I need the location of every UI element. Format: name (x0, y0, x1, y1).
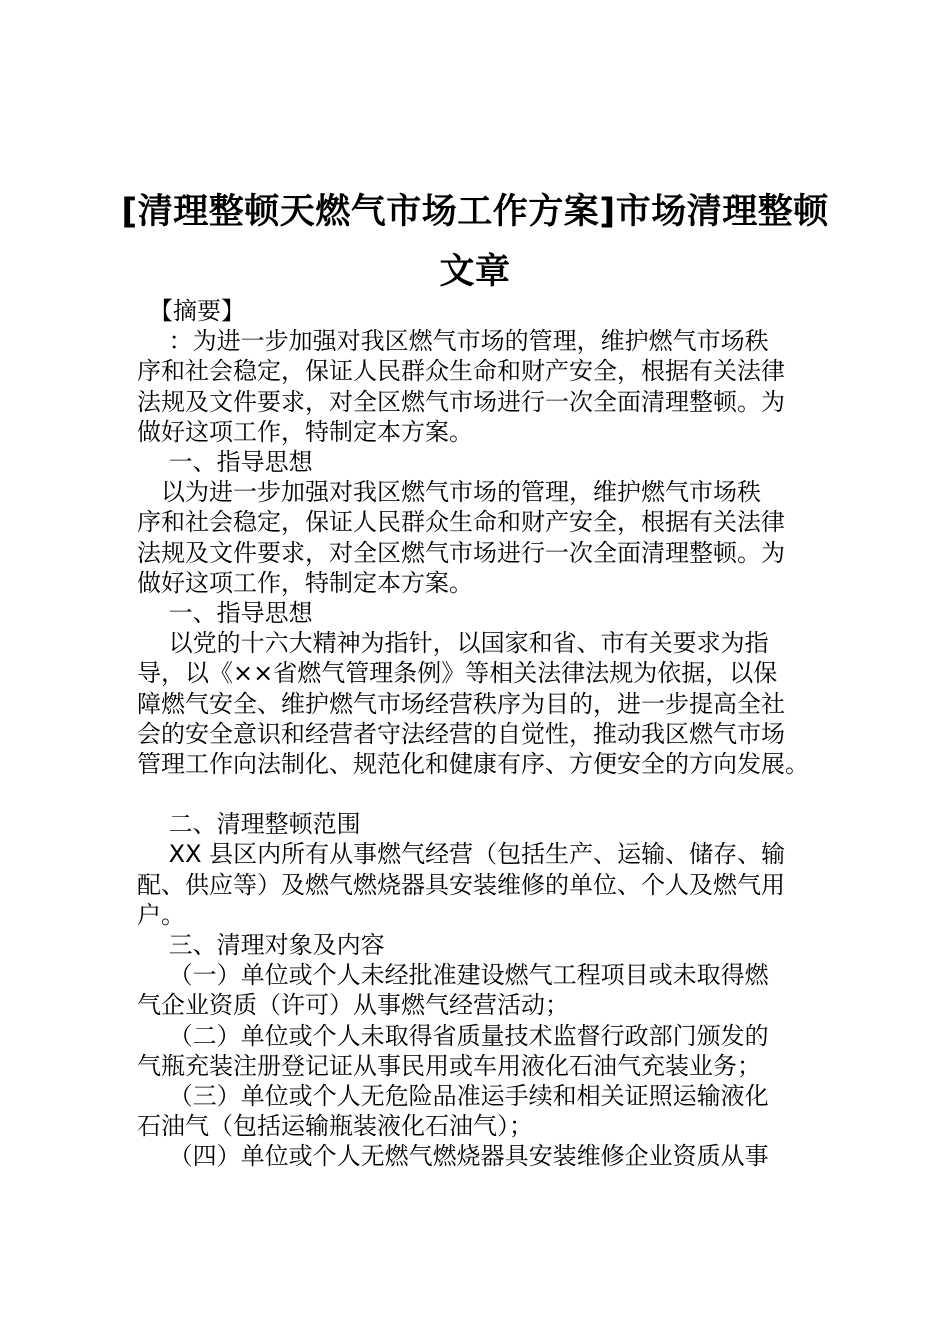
paragraph-line: 做好这项工作，特制定本方案。 (137, 417, 473, 446)
abstract-heading: 【摘要】 (137, 297, 245, 325)
paragraph-line: （四）单位或个人无燃气燃烧器具安装维修企业资质从事 (137, 1142, 769, 1171)
paragraph-line: 户。 (137, 900, 185, 929)
document-title-line-1: [清理整顿天燃气市场工作方案]市场清理整顿 (121, 192, 829, 232)
paragraph-line: 会的安全意识和经营者守法经营的自觉性，推动我区燃气市场 (137, 719, 785, 748)
paragraph-line: XX 县区内所有从事燃气经营（包括生产、运输、储存、输 (137, 840, 786, 869)
paragraph-line: （二）单位或个人未取得省质量技术监督行政部门颁发的 (137, 1021, 769, 1050)
paragraph-line: 序和社会稳定，保证人民群众生命和财产安全，根据有关法律 (137, 508, 785, 537)
paragraph-line: （一）单位或个人未经批准建设燃气工程项目或未取得燃 (137, 961, 769, 990)
paragraph-line: 配、供应等）及燃气燃烧器具安装维修的单位、个人及燃气用 (137, 870, 785, 899)
paragraph-line: 做好这项工作，特制定本方案。 (137, 568, 473, 597)
document-body (137, 296, 837, 1172)
section-heading: 一、指导思想 (137, 599, 313, 628)
paragraph-line: ：为进一步加强对我区燃气市场的管理，维护燃气市场秩 (137, 327, 769, 356)
paragraph-line: 障燃气安全、维护燃气市场经营秩序为目的，进一步提高全社 (137, 689, 785, 718)
paragraph-line: 气瓶充装注册登记证从事民用或车用液化石油气充装业务； (137, 1051, 761, 1080)
paragraph-gap (137, 779, 837, 809)
section-heading: 三、清理对象及内容 (137, 931, 385, 960)
paragraph-line: 管理工作向法制化、规范化和健康有序、方便安全的方向发展。 (137, 750, 809, 779)
section-heading: 二、清理整顿范围 (137, 810, 361, 839)
section-heading: 一、指导思想 (137, 448, 313, 477)
paragraph-line: 以为进一步加强对我区燃气市场的管理，维护燃气市场秩 (137, 478, 761, 507)
document-title-line-2: 文章 (439, 252, 511, 292)
paragraph-line: 石油气（包括运输瓶装液化石油气）； (137, 1112, 533, 1141)
paragraph-line: 导，以《××省燃气管理条例》等相关法律法规为依据，以保 (137, 659, 778, 688)
paragraph-line: 序和社会稳定，保证人民群众生命和财产安全，根据有关法律 (137, 357, 785, 386)
paragraph-line: 气企业资质（许可）从事燃气经营活动； (137, 991, 569, 1020)
paragraph-line: 法规及文件要求，对全区燃气市场进行一次全面清理整顿。为 (137, 387, 785, 416)
paragraph-line: 法规及文件要求，对全区燃气市场进行一次全面清理整顿。为 (137, 538, 785, 567)
paragraph-line: 以党的十六大精神为指针，以国家和省、市有关要求为指 (137, 629, 769, 658)
paragraph-line: （三）单位或个人无危险品准运手续和相关证照运输液化 (137, 1082, 769, 1111)
